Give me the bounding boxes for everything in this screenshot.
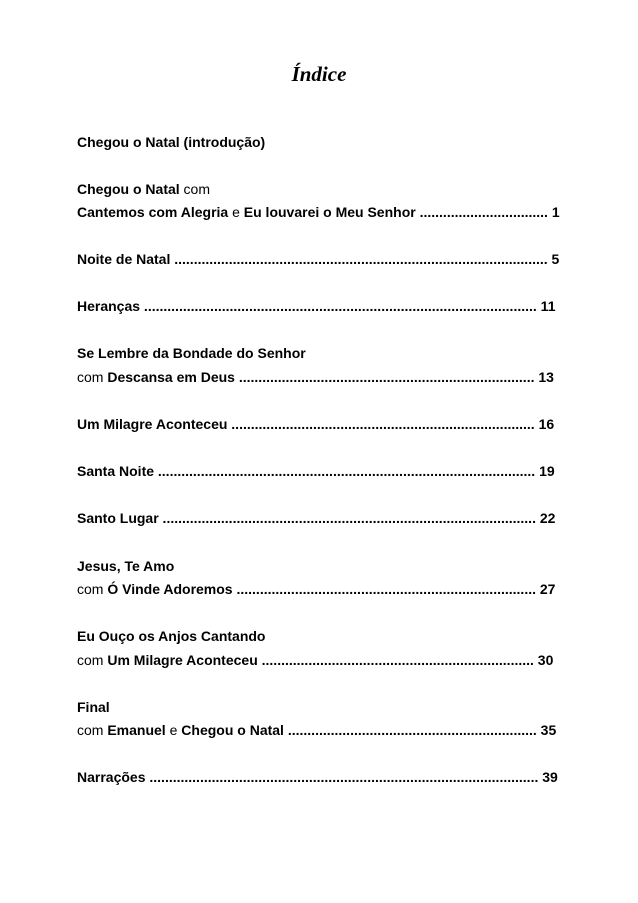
toc-connector: com bbox=[77, 369, 108, 385]
toc-entry-7: Santo Lugar ................................................................................................ 22 bbox=[77, 510, 556, 526]
toc-entry-1-line-1 bbox=[77, 180, 210, 198]
toc-connector: com bbox=[77, 652, 108, 668]
toc-song-title: Cantemos com Alegria bbox=[77, 204, 229, 220]
page-title: Índice bbox=[291, 62, 347, 86]
toc-connector: e bbox=[228, 204, 244, 220]
toc-song-title: Emanuel bbox=[107, 722, 166, 738]
toc-entry-8-line-1: Jesus, Te Amo bbox=[77, 558, 175, 574]
toc-entry-1-line-2 bbox=[77, 203, 560, 221]
toc-song-title-with-page: Ó Vinde Adoremos ............................................................................. 27 bbox=[107, 581, 556, 597]
toc-connector: com bbox=[77, 722, 108, 738]
toc-entry-intro: Chegou o Natal (introdução) bbox=[77, 134, 266, 150]
toc-connector: com bbox=[179, 181, 211, 197]
toc-connector: e bbox=[165, 722, 182, 738]
toc-entry-6: Santa Noite ................................................................................................. 19 bbox=[77, 463, 555, 479]
toc-entry-11: Narrações .................................................................................................... 39 bbox=[77, 769, 558, 785]
toc-entry-3: Heranças ..................................................................................................... 11 bbox=[77, 298, 556, 314]
toc-entry-9-line-2 bbox=[77, 651, 553, 669]
toc-song-title: Chegou o Natal bbox=[77, 181, 180, 197]
toc-connector: com bbox=[77, 581, 108, 597]
toc-entry-4-line-1: Se Lembre da Bondade do Senhor bbox=[77, 345, 306, 361]
toc-entry-8-line-2 bbox=[77, 580, 555, 598]
toc-entry-4-line-2 bbox=[77, 368, 554, 386]
toc-song-title-with-page: Chegou o Natal ................................................................ 35 bbox=[181, 722, 557, 738]
toc-entry-10-line-2 bbox=[77, 721, 556, 739]
toc-song-title-with-page: Eu louvarei o Meu Senhor ................................. 1 bbox=[243, 204, 560, 220]
toc-entry-2: Noite de Natal ................................................................................................ 5 bbox=[77, 251, 560, 267]
toc-entry-5: Um Milagre Aconteceu .............................................................................. 16 bbox=[77, 416, 555, 432]
toc-song-title-with-page: Descansa em Deus ............................................................................ 13 bbox=[107, 369, 554, 385]
toc-entry-9-line-1: Eu Ouço os Anjos Cantando bbox=[77, 628, 266, 644]
toc-entry-10-line-1: Final bbox=[77, 699, 110, 715]
toc-song-title-with-page: Um Milagre Aconteceu ...................................................................... 30 bbox=[107, 652, 554, 668]
